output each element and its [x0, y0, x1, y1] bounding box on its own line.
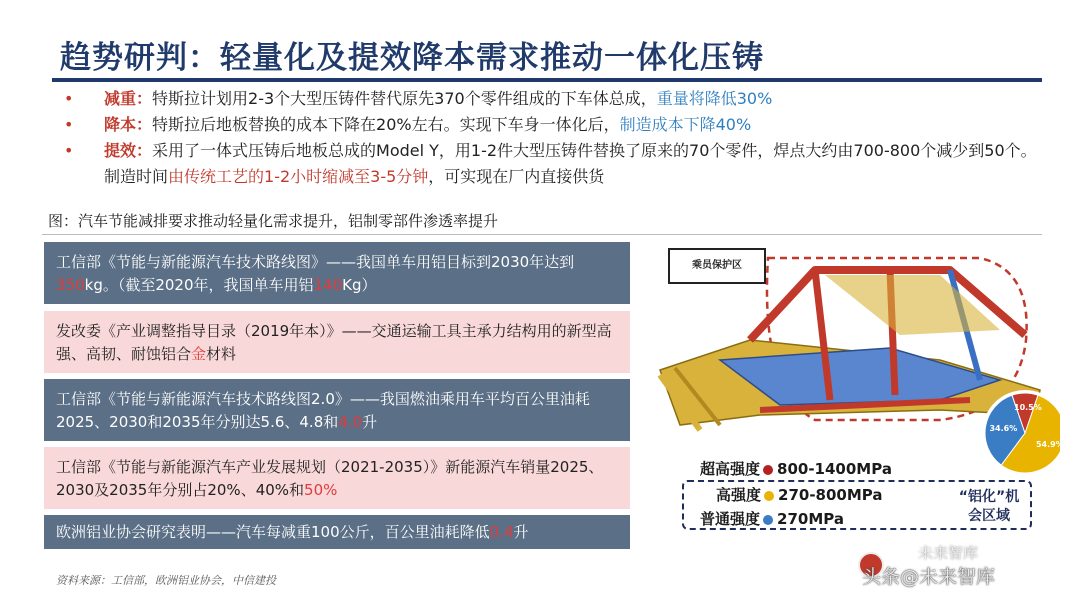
box-text: 材料: [206, 345, 237, 363]
pie-label: 10.5%: [1014, 403, 1042, 413]
bullet-key: 提效：: [104, 141, 153, 160]
policy-box-5: [44, 515, 630, 549]
bullet-dot-icon: •: [64, 89, 74, 108]
aluminum-opportunity-label: “铝化”机会区域: [958, 489, 1020, 524]
legend-label: 高强度: [716, 486, 762, 504]
legend-ultra-high: [700, 458, 892, 479]
bullet-cost: [60, 112, 1040, 138]
bullet-efficiency: [60, 138, 1040, 190]
box-text: 工信部《节能与新能源汽车产业发展规划（2021-2035）》新能源汽车销量2025、2030及2035年分别占20%、40%和: [56, 458, 604, 499]
caption-divider: [42, 234, 1042, 235]
page-title: 趋势研判：轻量化及提效降本需求推动一体化压铸: [60, 40, 764, 76]
bullet-text: 采用了一体式压铸后地板总成的Model Y，用1-2件大型压铸件替换了原来的70个零件，焊点大约由700-800个减少到50个。制造时间: [104, 141, 1037, 186]
legend-label: 普通强度: [700, 510, 761, 528]
box-text: 升: [513, 523, 529, 541]
bullet-list: [60, 86, 1040, 190]
box-text: Kg）: [342, 276, 377, 294]
policy-box-2: [44, 311, 630, 373]
box-text: 发改委《产业调整指导目录（2019年本）》——交通运输工具主承力结构用的新型高强、高韧、耐蚀铝合: [56, 322, 612, 363]
box-highlight: 金: [191, 345, 207, 363]
bullet-dot-icon: •: [64, 141, 74, 160]
policy-box-1: [44, 242, 630, 304]
pie-label: 34.6%: [989, 424, 1018, 434]
figure-caption: 图：汽车节能减排要求推动轻量化需求提升，铝制零部件渗透率提升: [48, 212, 499, 230]
box-text: 工信部《节能与新能源汽车技术路线图2.0》——我国燃油乘用车平均百公里油耗2025、2030和2035年分别达5.6、4.8和: [56, 390, 590, 431]
legend-label: 超高强度: [700, 460, 761, 478]
pie-label: 54.9%: [1035, 439, 1064, 449]
legend-normal: [700, 508, 844, 529]
bullet-text: 特斯拉计划用2-3个大型压铸件替代原先370个零件组成的下车体总成，: [152, 89, 657, 108]
source-note: 资料来源：工信部，欧洲铝业协会，中信建投: [56, 574, 276, 587]
box-highlight: 350: [56, 276, 85, 294]
box-text: 升: [362, 413, 378, 431]
roof-panel: [825, 275, 1000, 335]
legend-value: 800-1400MPa: [777, 460, 892, 478]
policy-box-4: [44, 447, 630, 509]
bullet-highlight: 重量将降低30%: [656, 89, 773, 108]
dot-icon: [763, 515, 773, 525]
dot-icon: [764, 491, 774, 501]
box-text: kg。（截至2020年，我国单车用铝: [84, 276, 314, 294]
dot-icon: [763, 465, 773, 475]
bullet-highlight: 由传统工艺的1-2小时缩减至3-5分钟: [168, 167, 429, 186]
legend-value: 270MPa: [777, 510, 844, 528]
legend-value: 270-800MPa: [778, 486, 883, 504]
bullet-text-tail: ，可实现在厂内直接供货: [428, 167, 605, 186]
watermark-text: 头条@未来智库: [862, 566, 996, 588]
box-highlight: 140: [313, 276, 343, 294]
box-highlight: 0.4: [489, 523, 514, 541]
policy-box-3: [44, 379, 630, 441]
bullet-highlight: 制造成本下降40%: [619, 115, 752, 134]
bullet-text: 特斯拉后地板替换的成本下降在20%左右。实现下车身一体化后，: [152, 115, 620, 134]
bullet-key: 降本：: [104, 115, 153, 134]
title-underline: [52, 78, 1042, 82]
bullet-key: 减重：: [104, 89, 153, 108]
watermark-top-text: 未来智库: [918, 544, 979, 562]
box-text: 欧洲铝业协会研究表明——汽车每减重100公斤，百公里油耗降低: [56, 523, 490, 541]
protection-zone-label: 乘员保护区: [668, 248, 766, 284]
legend-high: [716, 484, 883, 505]
box-highlight: 50%: [304, 481, 338, 499]
bullet-dot-icon: •: [64, 115, 74, 134]
bullet-weight: [60, 86, 1040, 112]
box-text: 工信部《节能与新能源汽车技术路线图》——我国单车用铝目标到2030年达到: [56, 253, 575, 271]
box-highlight: 4.0: [338, 413, 363, 431]
